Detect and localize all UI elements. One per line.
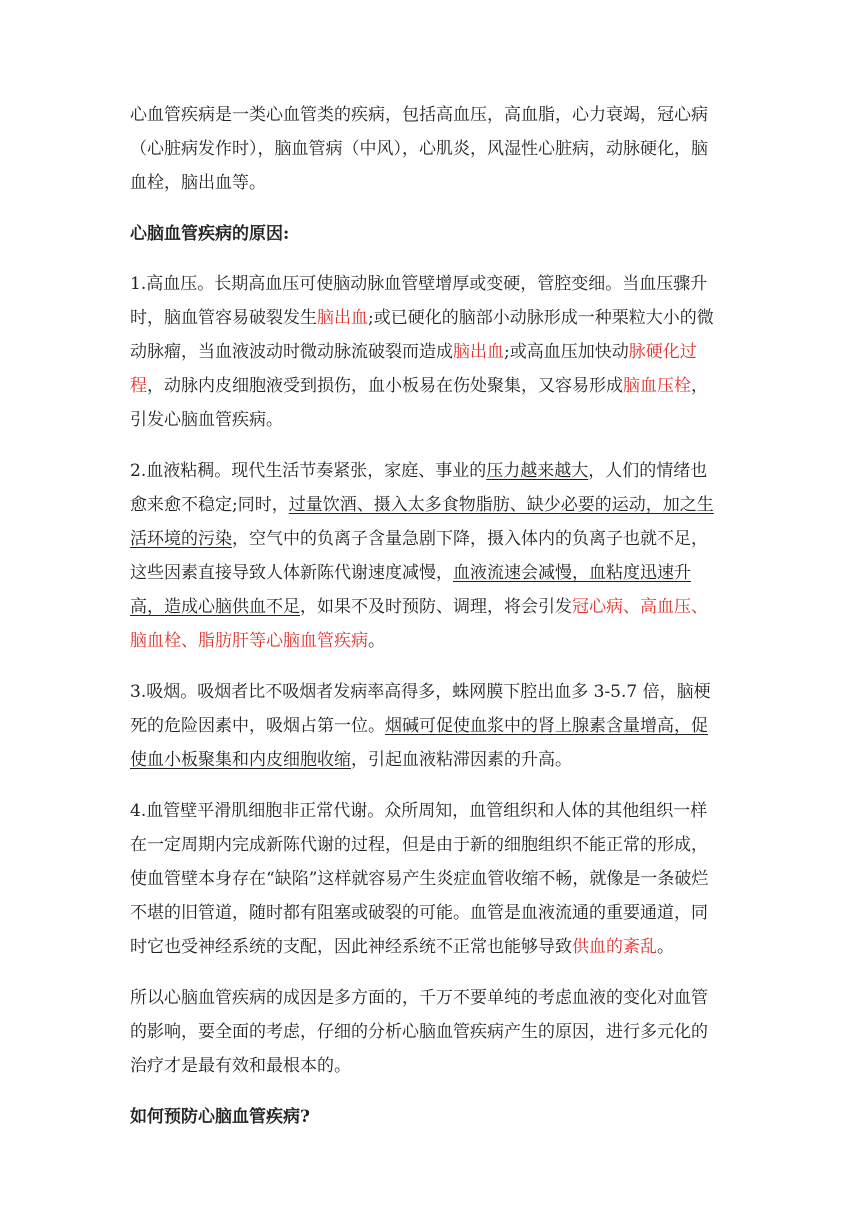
cause-2-text-5: 。: [368, 631, 385, 651]
cause-1-text-3: ;或高血压加快动: [504, 342, 629, 362]
cause-2-highlight-1: 冠心病、高血压、脑血栓、脂肪肝等心脑血管疾病: [130, 597, 708, 651]
cause-1-text-4: ，动脉内皮细胞液受到损伤，血小板易在伤处聚集，又容易形成: [147, 376, 623, 396]
cause-3-underline-1: 烟碱可促使血浆中的肾上腺素含量增高，促使血小板聚集和内皮细胞收缩: [130, 716, 708, 770]
intro-paragraph: 心血管疾病是一类心血管类的疾病，包括高血压，高血脂，心力衰竭，冠心病（心脏病发作时），脑血管病（中风），心肌炎，风湿性心脏病，动脉硬化，脑血栓，脑出血等。: [130, 105, 708, 193]
cause-2-underline-3: 血液流速会减慢，血粘度迅速升高，造成心脑供血不足: [130, 563, 691, 617]
conclusion-paragraph: 所以心脑血管疾病的成因是多方面的，千万不要单纯的考虑血液的变化对血管的影响，要全面的考虑，仔细的分析心脑血管疾病产生的原因，进行多元化的治疗才是最有效和最根本的。: [130, 988, 708, 1076]
cause-2-paragraph: [130, 454, 722, 658]
cause-2-text-4: ，如果不及时预防、调理，将会引发: [300, 597, 572, 617]
causes-heading: 心脑血管疾病的原因:: [130, 224, 290, 244]
cause-1-highlight-1: 脑出血: [317, 308, 368, 328]
cause-2-text-2: ，人们的情绪也愈来愈不稳定;同时，: [130, 461, 708, 515]
cause-1-text-5: ，引发心脑血管疾病。: [130, 376, 708, 430]
cause-3-paragraph: [130, 675, 722, 777]
cause-2-text-1: 2.血液粘稠。现代生活节奏紧张，家庭、事业的: [130, 461, 487, 481]
cause-4-paragraph: [130, 794, 722, 964]
cause-1-highlight-4: 脑血压栓: [623, 376, 691, 396]
cause-3-text-2: ，引起血液粘滞因素的升高。: [351, 750, 572, 770]
cause-1-paragraph: [130, 267, 722, 437]
cause-1-highlight-3: 脉硬化过程: [130, 342, 697, 396]
cause-1-text-1: 1.高血压。长期高血压可使脑动脉血管壁增厚或变硬，管腔变细。当血压骤升时，脑血管容易破裂发生: [130, 274, 708, 328]
cause-2-underline-1: 压力越来越大: [486, 461, 589, 481]
cause-2-text-3: ，空气中的负离子含量急剧下降，摄入体内的负离子也就不足，这些因素直接导致人体新陈代谢速度减慢，: [130, 529, 708, 583]
cause-1-text-2: ;或已硬化的脑部小动脉形成一种栗粒大小的微动脉瘤，当血液波动时微动脉流破裂而造成: [130, 308, 714, 362]
prevention-heading: 如何预防心脑血管疾病?: [130, 1107, 310, 1127]
cause-1-highlight-2: 脑出血: [453, 342, 504, 362]
cause-3-text-1: 3.吸烟。吸烟者比不吸烟者发病率高得多，蛛网膜下腔出血多 3-5.7 倍，脑梗死的危险因素中，吸烟占第一位。: [130, 682, 711, 736]
cause-2-underline-2: 过量饮酒、摄入太多食物脂肪、缺少必要的运动，加之生活环境的污染: [130, 495, 714, 549]
cause-4-text-2: 。: [657, 937, 674, 957]
cause-4-text-1: 4.血管壁平滑肌细胞非正常代谢。众所周知，血管组织和人体的其他组织一样在一定周期内完成新陈代谢的过程，但是由于新的细胞组织不能正常的形成，使血管壁本身存在“缺陷”这样就容易产生炎症血管收缩不畅，就像是一条破烂不堪的旧管道，随时都有阻塞或破裂的可能。血管是血液流通的重要通道，同时它也受神经系统的支配，因此神经系统不正常也能够导致: [130, 801, 709, 957]
cause-4-highlight-1: 供血的紊乱: [572, 937, 657, 957]
document-body: [130, 98, 722, 1150]
